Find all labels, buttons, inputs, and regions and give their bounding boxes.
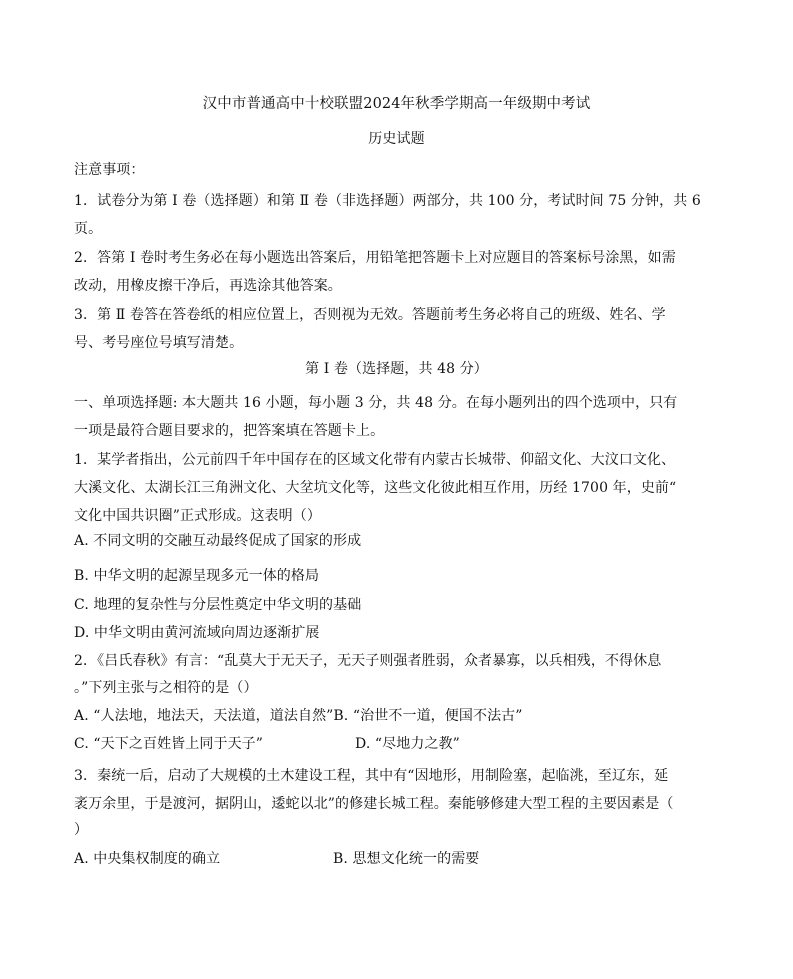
q3-option-b: B. 思想文化统一的需要 <box>333 851 480 867</box>
q2-stem-1: 2．《吕氏春秋》有言：“乱莫大于无天子，无天子则强者胜弱，众者暴寡，以兵相残，不得休息 <box>74 653 662 669</box>
part1-instruction-1: 一、单项选择题: 本大题共 16 小题，每小题 3 分，共 48 分。在每小题列出的四个选项中，只有 <box>74 395 678 411</box>
notice-line-5: 3．第 Ⅱ 卷答在答卷纸的相应位置上，否则视为无效。答题前考生务必将自己的班级、姓名、学 <box>74 307 666 323</box>
q2-option-c: C. “天下之百姓皆上同于天子” <box>74 736 264 752</box>
q2-stem-2: 。”下列主张与之相符的是（） <box>74 680 258 696</box>
q1-stem-1: 1．某学者指出，公元前四千年中国存在的区域文化带有内蒙古长城带、仰韶文化、大汶口文化、 <box>74 452 676 468</box>
exam-subtitle: 历史试题 <box>368 131 425 147</box>
q3-stem-1: 3．秦统一后，启动了大规模的土木建设工程，其中有“因地形，用制险塞，起临洮，至辽东，延 <box>74 768 669 784</box>
q1-stem-2: 大溪文化、太湖长江三角洲文化、大坌坑文化等，这些文化彼此相互作用，历经 1700 年，史前“ <box>74 480 677 496</box>
q1-option-d: D. 中华文明由黄河流域向周边逐渐扩展 <box>74 625 320 641</box>
part1-heading: 第 Ⅰ 卷（选择题，共 48 分） <box>305 361 488 377</box>
q2-option-d: D. “尽地力之教” <box>355 736 460 752</box>
q1-option-a: A. 不同文明的交融互动最终促成了国家的形成 <box>74 533 362 549</box>
q2-option-ab: A. “人法地，地法天，天法道，道法自然”B. “治世不一道，便国不法古” <box>74 708 523 724</box>
notice-line-6: 号、考号座位号填写清楚。 <box>74 335 244 351</box>
q1-option-c: C. 地理的复杂性与分层性奠定中华文明的基础 <box>74 597 362 613</box>
notice-line-3: 2．答第 Ⅰ 卷时考生务必在每小题选出答案后，用铅笔把答题卡上对应题目的答案标号涂黑，如需 <box>74 250 676 266</box>
notice-line-2: 页。 <box>74 221 103 237</box>
part1-instruction-2: 一项是最符合题目要求的，把答案填在答题卡上。 <box>74 423 385 439</box>
q3-option-a: A. 中央集权制度的确立 <box>74 851 221 867</box>
notice-line-1: 1．试卷分为第 Ⅰ 卷（选择题）和第 Ⅱ 卷（非选择题）两部分，共 100 分，考试时间 75 分钟，共 6 <box>74 193 701 209</box>
notice-heading: 注意事项： <box>74 162 145 178</box>
q3-stem-3: ） <box>74 822 89 838</box>
exam-title: 汉中市普通高中十校联盟2024年秋季学期高一年级期中考试 <box>202 96 591 112</box>
q1-option-b: B. 中华文明的起源呈现多元一体的格局 <box>74 568 320 584</box>
notice-line-4: 改动，用橡皮擦干净后，再选涂其他答案。 <box>74 278 342 294</box>
q1-stem-3: 文化中国共识圈”正式形成。这表明（） <box>74 508 321 524</box>
q3-stem-2: 袤万余里，于是渡河，据阴山，逶蛇以北”的修建长城工程。秦能够修建大型工程的主要因素是（ <box>74 796 674 812</box>
